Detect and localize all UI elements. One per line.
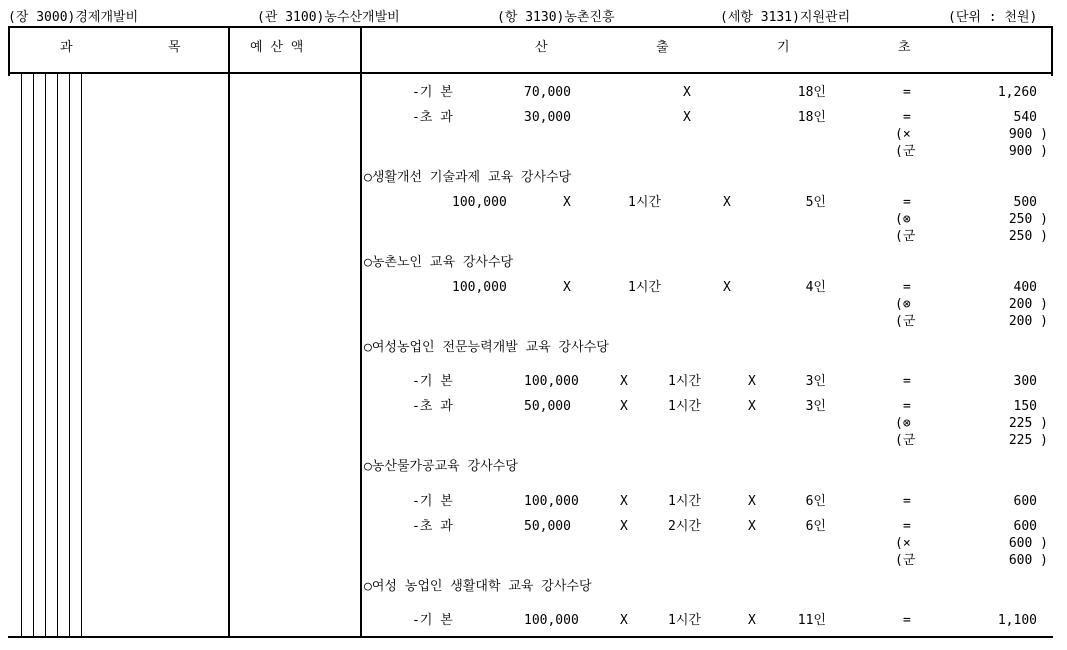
calc-total: 1,260 <box>997 85 1037 100</box>
share-value: 225 ) <box>1008 433 1048 448</box>
calc-multiply: X <box>683 110 691 125</box>
calc-equals: = <box>903 613 911 628</box>
share-mark: (⊗ <box>895 416 911 431</box>
calc-hours: 1시간 <box>668 494 701 509</box>
calc-persons: 3인 <box>805 399 826 414</box>
calc-persons: 18인 <box>797 110 826 125</box>
calc-persons: 18인 <box>797 85 826 100</box>
calc-total: 400 <box>1013 280 1037 295</box>
subject-budget-divider <box>228 26 230 638</box>
calc-label: -초 과 <box>412 110 453 125</box>
calc-total: 300 <box>1013 374 1037 389</box>
calc-persons: 11인 <box>797 613 826 628</box>
calc-total: 500 <box>1013 195 1037 210</box>
calc-multiply: X <box>748 519 756 534</box>
left-border <box>8 26 10 76</box>
share-mark: (⊗ <box>895 297 911 312</box>
share-mark: (군 <box>895 433 916 448</box>
item-title: ○생활개선 기술과제 교육 강사수당 <box>364 170 572 185</box>
calc-multiply: X <box>620 374 628 389</box>
budget-basis-divider <box>360 26 362 638</box>
share-mark: (군 <box>895 314 916 329</box>
calc-total: 1,100 <box>997 613 1037 628</box>
calc-multiply: X <box>620 613 628 628</box>
calc-equals: = <box>903 280 911 295</box>
table-bottom-border <box>8 636 1053 638</box>
col-basis-4: 초 <box>898 40 911 55</box>
calc-amount: 50,000 <box>524 399 571 414</box>
calc-equals: = <box>903 519 911 534</box>
calc-multiply: X <box>723 195 731 210</box>
calc-total: 540 <box>1013 110 1037 125</box>
calc-multiply: X <box>748 374 756 389</box>
col-budget: 예 산 액 <box>250 40 304 55</box>
calc-label: -기 본 <box>412 374 453 389</box>
header-gwan: (관 3100)농수산개발비 <box>257 10 400 25</box>
calc-multiply: X <box>683 85 691 100</box>
share-mark: (× <box>895 536 911 551</box>
calc-hours: 1시간 <box>668 374 701 389</box>
calc-multiply: X <box>563 280 571 295</box>
share-mark: (군 <box>895 229 916 244</box>
calc-total: 150 <box>1013 399 1037 414</box>
item-title: ○농산물가공교육 강사수당 <box>364 459 518 474</box>
item-title: ○농촌노인 교육 강사수당 <box>364 255 514 270</box>
calc-amount: 50,000 <box>524 519 571 534</box>
calc-equals: = <box>903 494 911 509</box>
calc-multiply: X <box>620 519 628 534</box>
share-value: 600 ) <box>1008 553 1048 568</box>
calc-multiply: X <box>748 494 756 509</box>
col-basis-2: 출 <box>656 40 669 55</box>
calc-multiply: X <box>748 613 756 628</box>
share-value: 250 ) <box>1008 229 1048 244</box>
share-mark: (군 <box>895 144 916 159</box>
calc-equals: = <box>903 374 911 389</box>
calc-multiply: X <box>748 399 756 414</box>
calc-equals: = <box>903 110 911 125</box>
col-basis-1: 산 <box>535 40 548 55</box>
calc-persons: 5인 <box>805 195 826 210</box>
share-value: 600 ) <box>1008 536 1048 551</box>
calc-persons: 6인 <box>805 519 826 534</box>
subject-subcolumn-line <box>81 74 82 638</box>
calc-equals: = <box>903 399 911 414</box>
calc-hours: 1시간 <box>628 195 661 210</box>
calc-hours: 1시간 <box>668 399 701 414</box>
share-value: 225 ) <box>1008 416 1048 431</box>
col-subject-b: 목 <box>168 40 181 55</box>
share-mark: (× <box>895 127 911 142</box>
share-value: 200 ) <box>1008 297 1048 312</box>
calc-amount: 100,000 <box>452 195 507 210</box>
right-border <box>1051 26 1053 76</box>
calc-hours: 1시간 <box>668 613 701 628</box>
calc-hours: 2시간 <box>668 519 701 534</box>
header-hang: (항 3130)농촌진흥 <box>497 10 615 25</box>
table-top-border <box>8 26 1053 28</box>
header-unit: (단위 : 천원) <box>948 10 1038 25</box>
calc-label: -초 과 <box>412 519 453 534</box>
calc-amount: 100,000 <box>524 374 579 389</box>
calc-multiply: X <box>563 195 571 210</box>
subject-subcolumn-line <box>45 74 46 638</box>
calc-amount: 100,000 <box>524 613 579 628</box>
share-mark: (군 <box>895 553 916 568</box>
calc-amount: 100,000 <box>452 280 507 295</box>
share-value: 250 ) <box>1008 212 1048 227</box>
calc-multiply: X <box>620 399 628 414</box>
calc-multiply: X <box>620 494 628 509</box>
share-value: 900 ) <box>1008 127 1048 142</box>
calc-equals: = <box>903 85 911 100</box>
calc-total: 600 <box>1013 494 1037 509</box>
header-sehang: (세항 3131)지원관리 <box>720 10 851 25</box>
calc-label: -기 본 <box>412 613 453 628</box>
col-basis-3: 기 <box>777 40 790 55</box>
subject-subcolumn-line <box>33 74 34 638</box>
calc-persons: 4인 <box>805 280 826 295</box>
calc-persons: 6인 <box>805 494 826 509</box>
calc-amount: 100,000 <box>524 494 579 509</box>
subject-subcolumn-line <box>21 74 22 638</box>
calc-multiply: X <box>723 280 731 295</box>
share-value: 200 ) <box>1008 314 1048 329</box>
subject-subcolumn-line <box>69 74 70 638</box>
item-title: ○여성농업인 전문능력개발 교육 강사수당 <box>364 340 609 355</box>
header-jang: (장 3000)경제개발비 <box>8 10 139 25</box>
calc-label: -초 과 <box>412 399 453 414</box>
share-value: 900 ) <box>1008 144 1048 159</box>
calc-total: 600 <box>1013 519 1037 534</box>
calc-label: -기 본 <box>412 494 453 509</box>
calc-amount: 30,000 <box>524 110 571 125</box>
calc-label: -기 본 <box>412 85 453 100</box>
subject-subcolumn-line <box>57 74 58 638</box>
header-bottom-border <box>8 72 1053 74</box>
calc-hours: 1시간 <box>628 280 661 295</box>
calc-persons: 3인 <box>805 374 826 389</box>
share-mark: (⊗ <box>895 212 911 227</box>
item-title: ○여성 농업인 생활대학 교육 강사수당 <box>364 579 592 594</box>
calc-equals: = <box>903 195 911 210</box>
col-subject-a: 과 <box>60 40 73 55</box>
calc-amount: 70,000 <box>524 85 571 100</box>
